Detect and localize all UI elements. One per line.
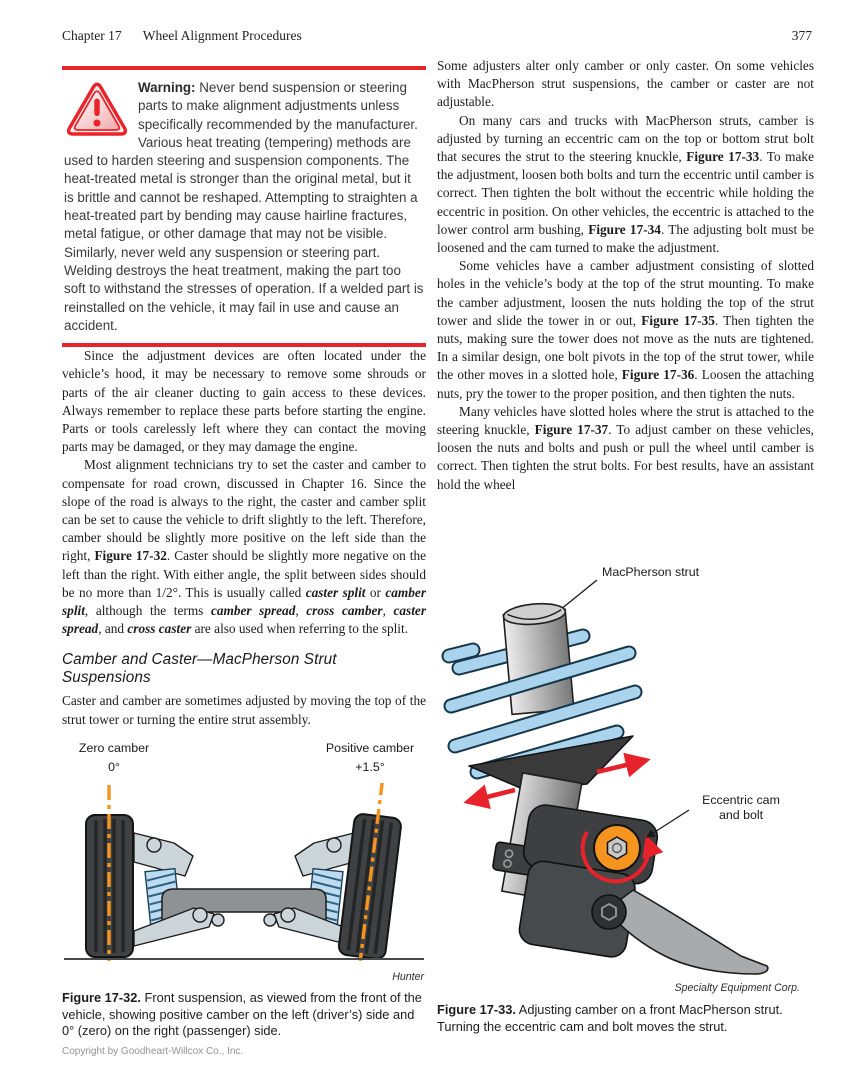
paragraph: Many vehicles have slotted holes where the strut is attached to the steering knuckle, Figure 17-37. To adjust camber on these vehicles, loosen the nuts and bolts and push or pull the wheel until camber is correct. Then tighten the strut bolts. For best results, have an assistant hold the wheel xyxy=(437,403,814,492)
warning-icon xyxy=(66,81,128,137)
figure-credit: Hunter xyxy=(392,971,424,983)
left-column xyxy=(62,66,426,729)
lower-strut-bolt xyxy=(592,895,626,929)
paragraph: On many cars and trucks with MacPherson struts, camber is adjusted by turning an eccentric cam on the top or bottom strut bolt that secures the strut to the steering knuckle, Figure 17-33. To make the adjustment, loosen both bolts and turn the eccentric until camber is correct. Then tighten the bolt without the eccentric while holding the eccentric in position. On other vehicles, the eccentric is attached to the lower control arm bushing, Figure 17-34. The adjusting bolt must be loosened and the cam turned to make the adjustment. xyxy=(437,112,814,256)
eccentric-cam xyxy=(594,825,640,871)
warning-box xyxy=(62,66,426,347)
macpherson-strut-diagram xyxy=(437,560,814,980)
chapter-title: Wheel Alignment Procedures xyxy=(142,28,302,43)
positive-camber-value: +1.5° xyxy=(355,760,385,774)
steering-knuckle xyxy=(607,890,768,974)
front-suspension-diagram xyxy=(62,783,426,967)
figure-label-eccentric-cam: Eccentric cam and bolt xyxy=(702,793,780,822)
chapter-number: Chapter 17 xyxy=(62,28,122,43)
warning-text: Warning: Never bend suspension or steering parts to make alignment adjustments unless specifically recommended by the manufacturer. Various heat treating (tempering) methods are used to harden steering and suspension components. The heat-treated metal is stronger than the original metal, but it is brittle and cannot be reshaped. Attempting to straighten a heat-treated part by bending may cause hairline fractures, metal fatigue, or other damage that may not be visible. Similarly, never weld any suspension or steering part. Welding destroys the heat treatment, making the part too soft to withstand the stresses of operation. If a welded part is reinstalled on the vehicle, it may fail in use and cause an accident. xyxy=(64,80,424,333)
section-heading: Camber and Caster—MacPherson Strut Suspensions xyxy=(62,651,337,687)
figure-17-32 xyxy=(62,741,426,989)
zero-camber-value: 0° xyxy=(108,760,120,774)
figure-17-33 xyxy=(437,560,814,1000)
paragraph: Some adjusters alter only camber or only caster. On some vehicles with MacPherson strut suspensions, the camber or caster are not adjustable. xyxy=(437,58,814,110)
copyright-line: Copyright by Goodheart-Willcox Co., Inc. xyxy=(62,1046,244,1057)
figure-credit: Specialty Equipment Corp. xyxy=(674,982,800,994)
left-tire xyxy=(86,785,133,961)
figure-17-33-caption: Figure 17-33. Adjusting camber on a front MacPherson strut. Turning the eccentric cam and bolt moves the strut. xyxy=(437,1002,783,1034)
paragraph: Most alignment technicians try to set the caster and camber to compensate for road crown, discussed in Chapter 16. Since the slope of the road is always to the right, the caster and camber split can be set to cause the vehicle to drift slightly to the left. Therefore, camber should be slightly more positive on the left side than the right, Figure 17-32. Caster should be slightly more negative on the left than the right. With either angle, the split between sides should be no more than 1/2°. This is usually called caster split or camber split, although the terms camber spread, cross camber, caster spread, and cross caster are also used when referring to the split. xyxy=(62,457,426,637)
strut-cylinder xyxy=(503,601,574,714)
right-tire xyxy=(337,783,406,964)
paragraph: Caster and camber are sometimes adjusted by moving the top of the strut tower or turning the entire strut assembly. xyxy=(62,693,426,727)
paragraph: Some vehicles have a camber adjustment consisting of slotted holes in the vehicle’s body at the top of the strut mounting. To make the camber adjustment, loosen the nuts holding the top of the strut tower and slide the tower in or out, Figure 17-35. Then tighten the nuts, making sure the tower does not move as the nuts are tightened. In a similar design, one bolt pivots in the top of the strut tower, while the other moves in a slotted hole, Figure 17-36. Loosen the attaching nuts, pry the tower to the proper position, and then tighten the nuts. xyxy=(437,258,814,401)
figure-label-strut: MacPherson strut xyxy=(602,565,700,579)
figure-label-zero-camber: Zero camber 0° xyxy=(78,741,150,774)
right-column xyxy=(437,57,814,494)
arrow-left xyxy=(467,790,515,802)
figure-label-positive-camber: Positive camber +1.5° xyxy=(325,741,415,774)
page-number: 377 xyxy=(791,28,812,43)
running-head xyxy=(62,28,812,44)
paragraph: Since the adjustment devices are often located under the vehicle’s hood, it may be necessary to remove some shrouds or parts of the air cleaner ducting to gain access to these devices. Always remember to replace these parts before starting the engine. Parts or tools carelessly left where they can contact the moving parts may be damaged, or they may damage the engine. xyxy=(62,348,426,455)
figure-17-32-caption: Figure 17-32. Front suspension, as viewed from the front of the vehicle, showing positive camber on the left (driver’s) side and 0° (zero) on the right (passenger) side. xyxy=(62,990,422,1039)
chapter-header xyxy=(62,28,302,44)
